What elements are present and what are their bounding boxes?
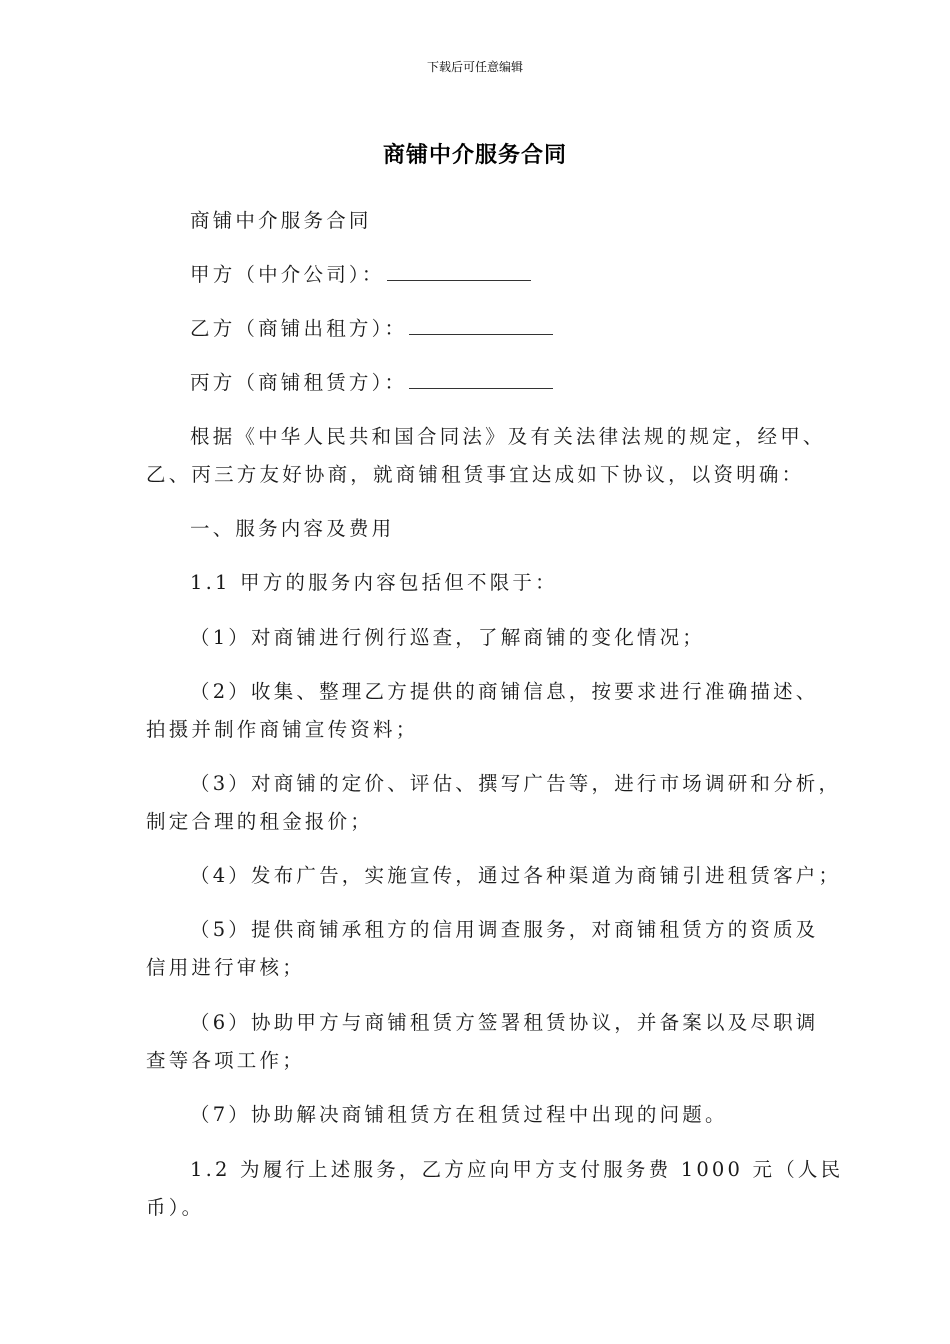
item-1 — [146, 619, 814, 657]
party-c-label: 丙方（商铺租赁方）： — [190, 371, 408, 394]
item-text: 拍摄并制作商铺宣传资料； — [146, 718, 419, 741]
item-text: 查等各项工作； — [146, 1049, 305, 1072]
party-a-blank — [387, 258, 531, 281]
paragraph-line: 乙、丙三方友好协商，就商铺租赁事宜达成如下协议，以资明确： — [146, 463, 805, 486]
intro-paragraph — [146, 418, 826, 494]
item-text: （2）收集、整理乙方提供的商铺信息，按要求进行准确描述、 — [190, 680, 819, 703]
clause-text: 1.1 甲方的服务内容包括但不限于： — [190, 571, 558, 594]
item-text: （7）协助解决商铺租赁方在租赁过程中出现的问题。 — [190, 1103, 728, 1126]
item-text: （5）提供商铺承租方的信用调查服务，对商铺租赁方的资质及 — [190, 918, 819, 941]
item-text: （3）对商铺的定价、评估、撰写广告等，进行市场调研和分析， — [190, 772, 842, 795]
paragraph-title — [146, 202, 814, 240]
clause-1-1 — [146, 564, 814, 602]
item-2 — [146, 673, 819, 749]
party-c-blank — [409, 366, 553, 389]
item-3 — [146, 765, 842, 841]
party-b-label: 乙方（商铺出租方）： — [190, 317, 408, 340]
item-text: 制定合理的租金报价； — [146, 810, 374, 833]
item-7 — [146, 1096, 814, 1134]
section-heading-1 — [146, 510, 814, 548]
document-title: 商铺中介服务合同 — [382, 143, 567, 168]
header-note: 下载后可任意编辑 — [426, 60, 523, 74]
party-a-label: 甲方（中介公司）： — [190, 263, 385, 286]
paragraph-text: 商铺中介服务合同 — [190, 209, 372, 232]
clause-text: 币）。 — [146, 1196, 205, 1219]
item-text: （1）对商铺进行例行巡查，了解商铺的变化情况； — [190, 626, 706, 649]
party-b-blank — [409, 312, 553, 335]
item-text: 信用进行审核； — [146, 956, 305, 979]
paragraph-line: 根据《中华人民共和国合同法》及有关法律法规的规定，经甲、 — [190, 425, 826, 448]
party-a-line — [146, 256, 814, 294]
section-heading-text: 一、服务内容及费用 — [190, 517, 395, 540]
clause-text: 1.2 为履行上述服务，乙方应向甲方支付服务费 1000 元（人民 — [190, 1158, 844, 1181]
item-text: （6）协助甲方与商铺租赁方签署租赁协议，并备案以及尽职调 — [190, 1011, 819, 1034]
item-text: （4）发布广告，实施宣传，通过各种渠道为商铺引进租赁客户； — [190, 864, 842, 887]
item-5 — [146, 911, 819, 987]
party-b-line — [146, 310, 814, 348]
item-6 — [146, 1004, 819, 1080]
clause-1-2 — [146, 1151, 844, 1227]
party-c-line — [146, 364, 814, 402]
item-4 — [146, 857, 842, 895]
